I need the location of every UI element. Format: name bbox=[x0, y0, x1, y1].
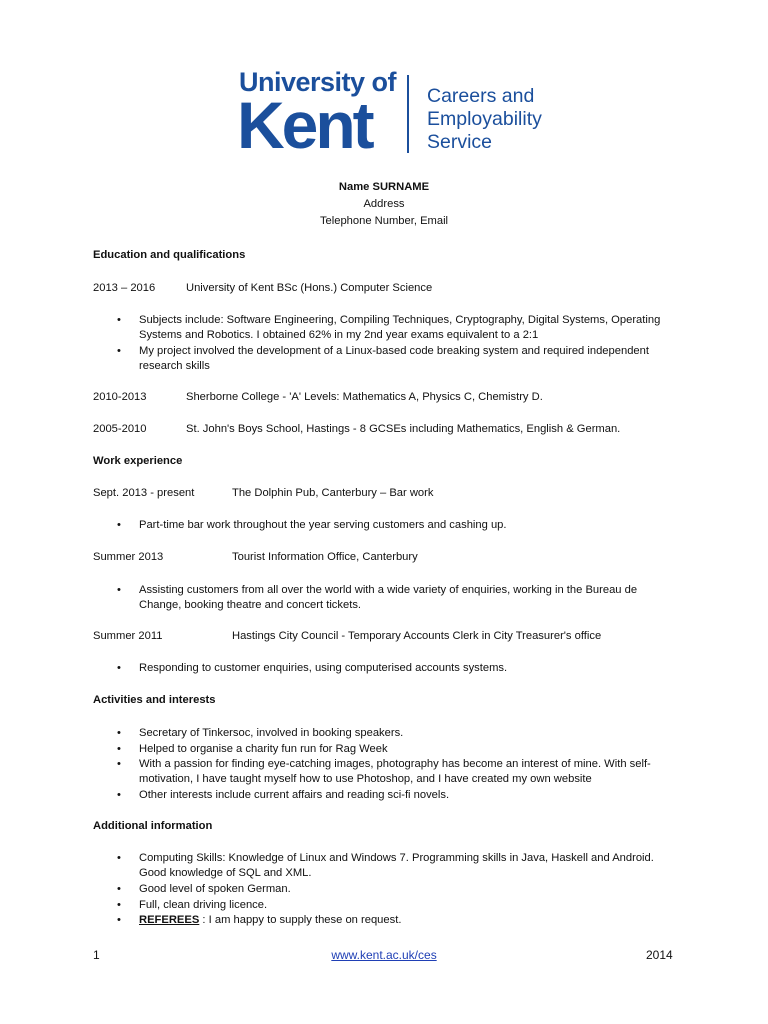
work-title: Tourist Information Office, Canterbury bbox=[232, 551, 418, 563]
bullet-icon: • bbox=[117, 662, 121, 674]
additional-bullet: Good level of spoken German. bbox=[139, 883, 291, 895]
education-heading: Education and qualifications bbox=[93, 249, 246, 261]
education-title: Sherborne College - 'A' Levels: Mathematics A, Physics C, Chemistry D. bbox=[186, 391, 543, 403]
education-bullet: My project involved the development of a Linux-based code breaking system and required independent research skills bbox=[139, 345, 649, 372]
logo-service-line-1: Careers and bbox=[427, 85, 535, 107]
activities-heading: Activities and interests bbox=[93, 694, 216, 706]
bullet-icon: • bbox=[117, 727, 121, 739]
work-bullet: Part-time bar work throughout the year serving customers and cashing up. bbox=[139, 519, 507, 531]
education-dates: 2010-2013 bbox=[93, 391, 147, 403]
kent-careers-link[interactable]: www.kent.ac.uk/ces bbox=[331, 948, 437, 962]
activities-bullet: Other interests include current affairs and reading sci-fi novels. bbox=[139, 789, 450, 801]
bullet-icon: • bbox=[117, 519, 121, 531]
additional-bullet: Full, clean driving licence. bbox=[139, 899, 268, 911]
university-of-kent-logo bbox=[225, 55, 570, 175]
bullet-icon: • bbox=[117, 345, 121, 357]
logo-service-name bbox=[427, 85, 542, 154]
page-number: 1 bbox=[93, 948, 100, 962]
education-title: University of Kent BSc (Hons.) Computer Science bbox=[186, 282, 433, 294]
footer-year: 2014 bbox=[646, 948, 673, 962]
work-title: Hastings City Council - Temporary Accounts Clerk in City Treasurer's office bbox=[232, 630, 602, 642]
work-heading: Work experience bbox=[93, 455, 183, 467]
activities-bullet: Helped to organise a charity fun run for Rag Week bbox=[139, 743, 388, 755]
education-title: St. John's Boys School, Hastings - 8 GCSEs including Mathematics, English & German. bbox=[186, 423, 621, 435]
referees-line bbox=[139, 913, 679, 928]
work-bullet: Responding to customer enquiries, using computerised accounts systems. bbox=[139, 662, 508, 674]
bullet-icon: • bbox=[117, 899, 121, 911]
candidate-name: Name SURNAME bbox=[338, 181, 430, 193]
bullet-icon: • bbox=[117, 758, 121, 770]
work-bullet: Assisting customers from all over the world with a wide variety of enquiries, working in the Bureau de Change, booking theatre and concert tickets. bbox=[139, 584, 638, 611]
work-dates: Summer 2011 bbox=[93, 630, 163, 642]
education-dates: 2013 – 2016 bbox=[93, 282, 156, 294]
candidate-address: Address bbox=[363, 198, 405, 210]
work-title: The Dolphin Pub, Canterbury – Bar work bbox=[232, 487, 434, 499]
work-dates: Sept. 2013 - present bbox=[93, 487, 195, 499]
bullet-icon: • bbox=[117, 789, 121, 801]
logo-divider bbox=[407, 75, 409, 153]
activities-bullet: With a passion for finding eye-catching images, photography has become an interest of mine. With self-motivation, I have taught myself how to use Photoshop, and I have created my own website bbox=[139, 758, 651, 785]
bullet-icon: • bbox=[117, 584, 121, 596]
additional-heading: Additional information bbox=[93, 820, 213, 832]
bullet-icon: • bbox=[117, 883, 121, 895]
referees-label: REFEREES bbox=[139, 914, 200, 926]
bullet-icon: • bbox=[117, 743, 121, 755]
bullet-icon: • bbox=[117, 914, 121, 926]
additional-bullet: Computing Skills: Knowledge of Linux and Windows 7. Programming skills in Java, Haskell and Android. Good knowledge of SQL and XML. bbox=[139, 852, 654, 879]
logo-service-line-2: Employability bbox=[427, 108, 542, 130]
logo-university-of: University of bbox=[239, 67, 397, 97]
education-dates: 2005-2010 bbox=[93, 423, 147, 435]
bullet-icon: • bbox=[117, 314, 121, 326]
logo-kent: Kent bbox=[237, 88, 372, 162]
activities-bullet: Secretary of Tinkersoc, involved in booking speakers. bbox=[139, 727, 404, 739]
referees-text: : I am happy to supply these on request. bbox=[199, 914, 402, 926]
logo-service-line-3: Service bbox=[427, 131, 493, 153]
bullet-icon: • bbox=[117, 852, 121, 864]
work-dates: Summer 2013 bbox=[93, 551, 164, 563]
candidate-contact: Telephone Number, Email bbox=[319, 215, 449, 227]
education-bullet: Subjects include: Software Engineering, Compiling Techniques, Cryptography, Digital Systems, Operating Systems and Robotics. I obtained 62% in my 2nd year exams equivalent to a 2:1 bbox=[139, 314, 661, 341]
